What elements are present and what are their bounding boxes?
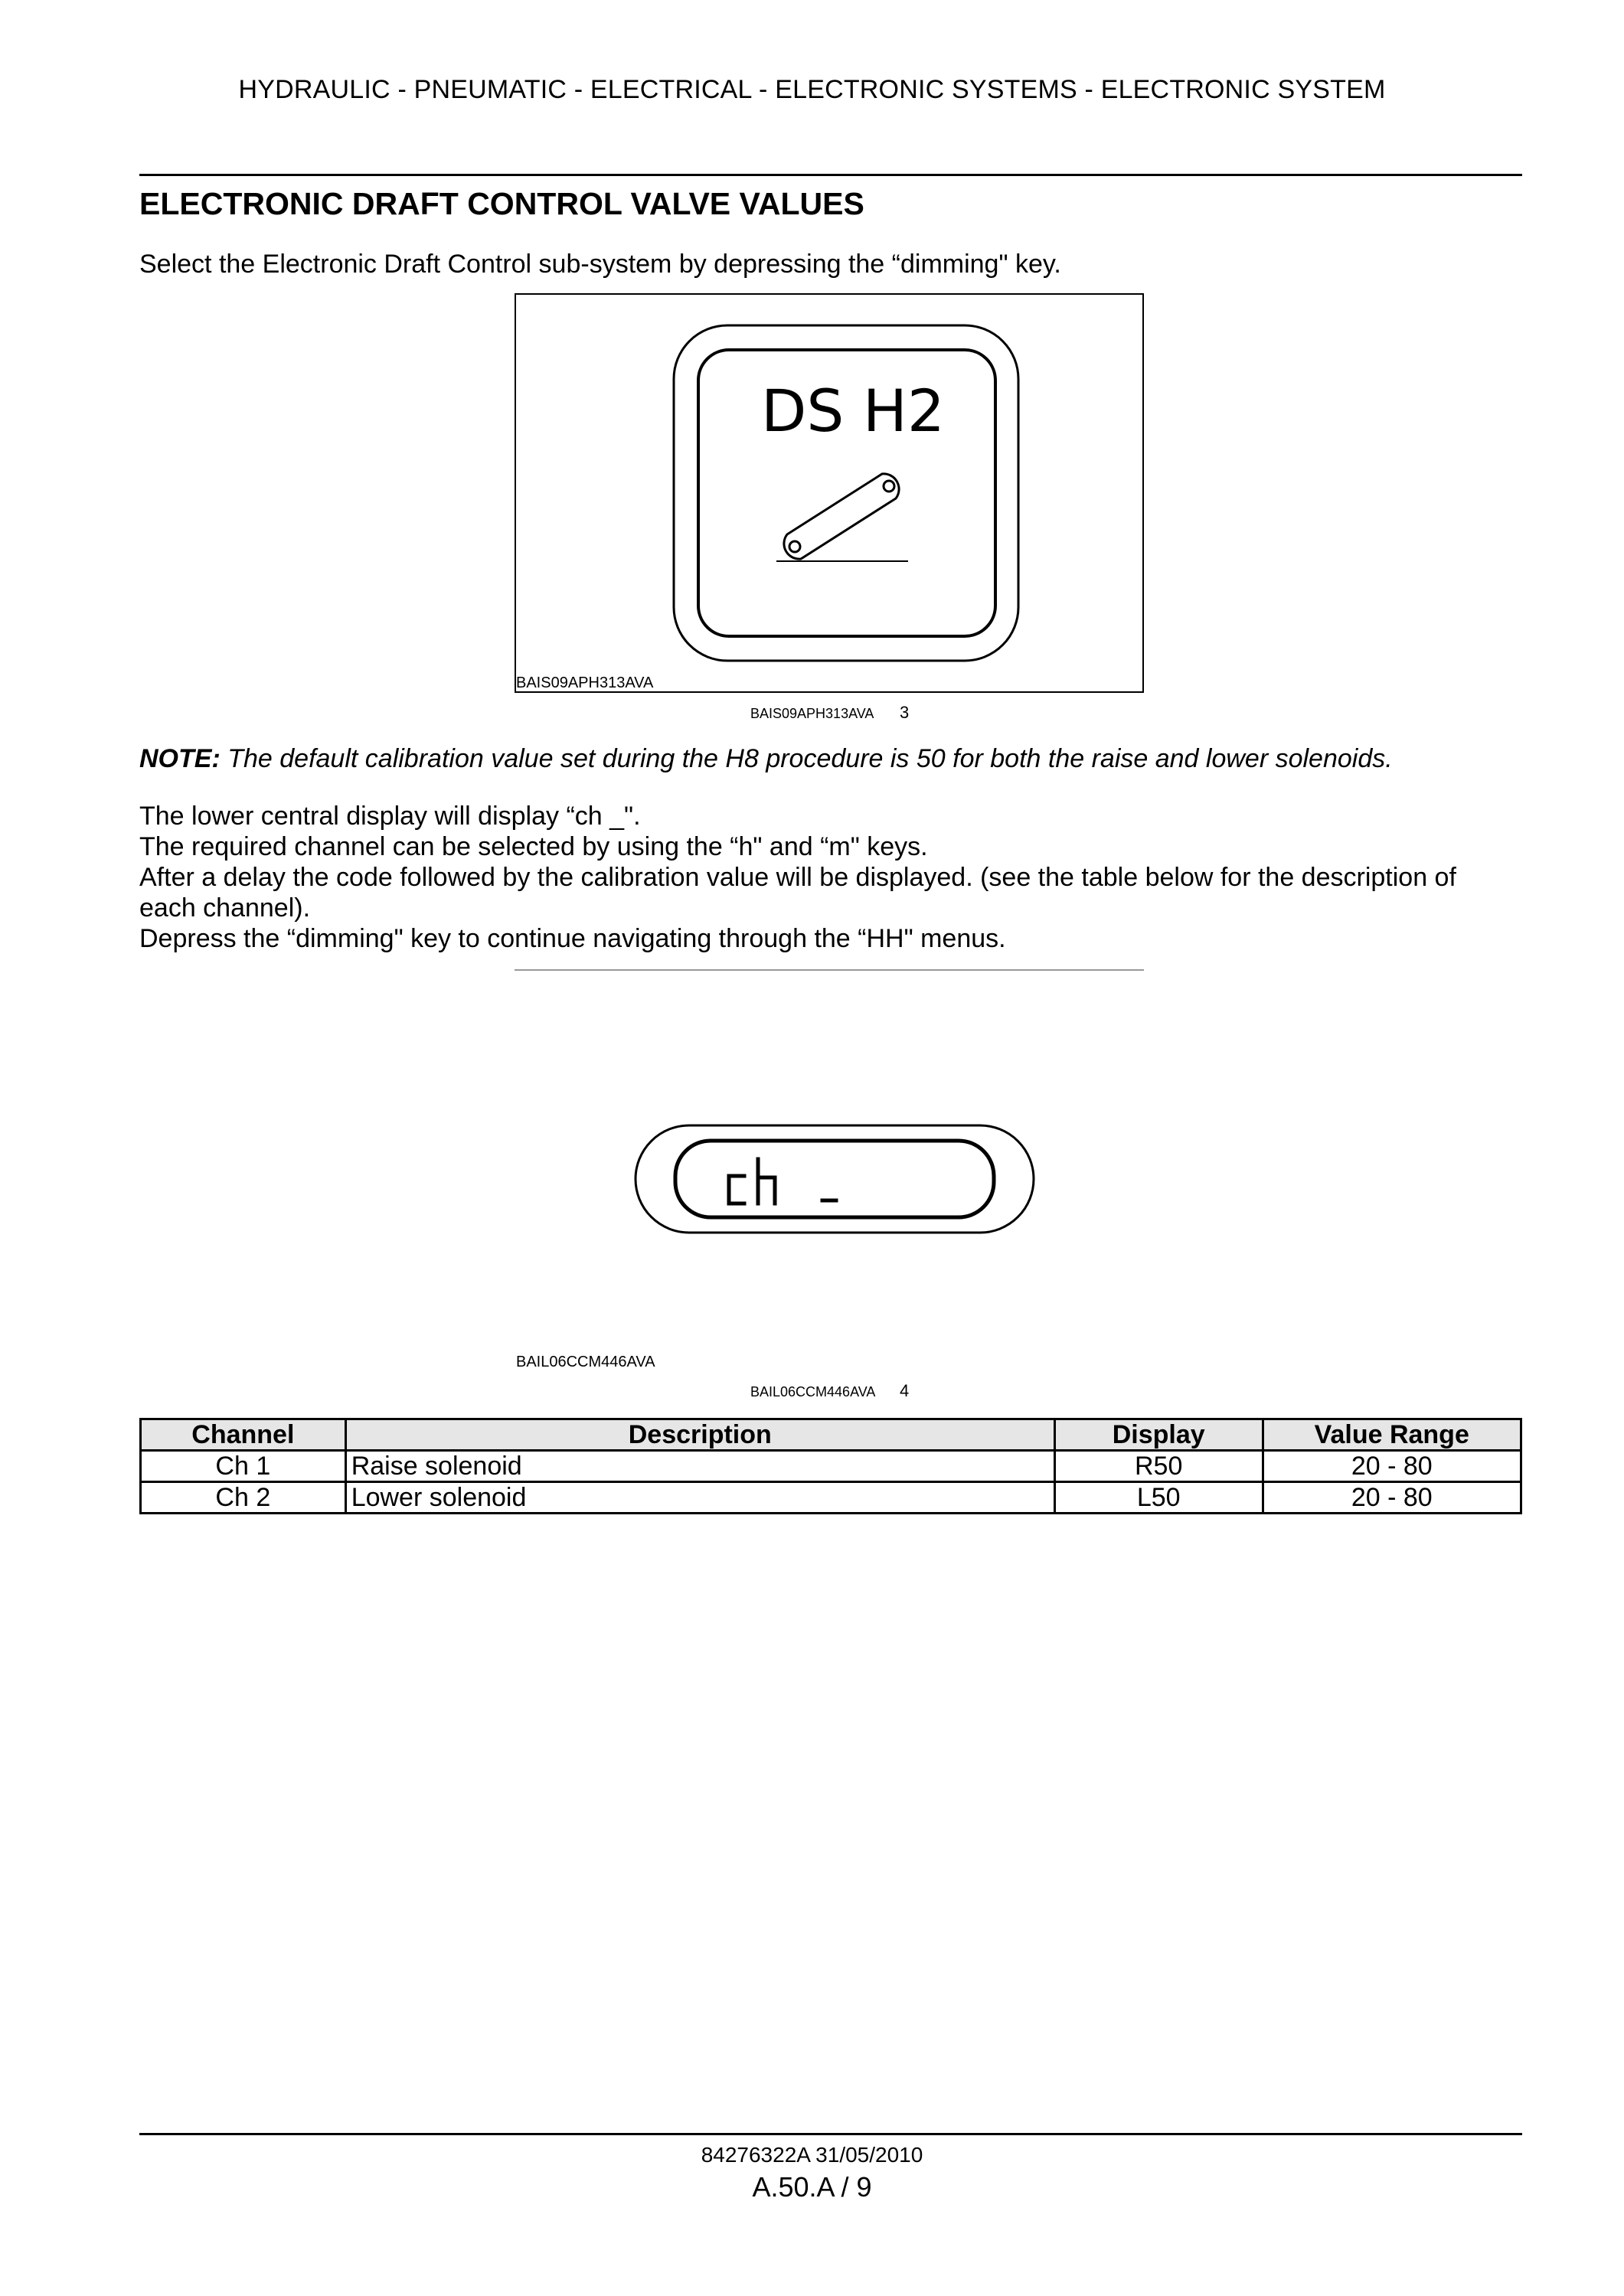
figure-4-lower-display — [628, 1110, 1041, 1252]
header-channel: Channel — [141, 1419, 346, 1451]
body-line: each channel). — [139, 893, 311, 923]
figure-4-code: BAIL06CCM446AVA — [516, 1354, 655, 1370]
body-line: After a delay the code followed by the calibration value will be displayed. (see the table below for the description of — [139, 863, 1456, 892]
running-header: HYDRAULIC - PNEUMATIC - ELECTRICAL - ELECTRONIC SYSTEMS - ELECTRONIC SYSTEM — [238, 75, 1386, 104]
table-row — [141, 1482, 1521, 1514]
body-line: Depress the “dimming" key to continue navigating through the “HH" menus. — [139, 924, 1006, 953]
cell-value-range: 20 - 80 — [1263, 1482, 1521, 1514]
header-display: Display — [1054, 1419, 1263, 1451]
intro-text: Select the Electronic Draft Control sub-system by depressing the “dimming" key. — [139, 250, 1061, 279]
table-row — [141, 1451, 1521, 1482]
figure-4-number: 4 — [900, 1381, 910, 1400]
figure-3-caption: BAIS09APH313AVA — [750, 706, 874, 721]
bottom-divider — [139, 2133, 1522, 2135]
cell-description: Raise solenoid — [345, 1451, 1054, 1482]
cell-value-range: 20 - 80 — [1263, 1451, 1521, 1482]
body-line: The lower central display will display “ch _". — [139, 802, 641, 831]
display-readout: DS H2 — [761, 377, 945, 445]
figure-4-caption: BAIL06CCM446AVA — [750, 1384, 876, 1399]
section-title: ELECTRONIC DRAFT CONTROL VALVE VALUES — [139, 186, 864, 221]
top-divider — [139, 174, 1522, 176]
figure-3-display-panel — [515, 293, 1144, 693]
cell-description: Lower solenoid — [345, 1482, 1054, 1514]
cell-display: L50 — [1054, 1482, 1263, 1514]
header-description: Description — [345, 1419, 1054, 1451]
header-value-range: Value Range — [1263, 1419, 1521, 1451]
note-text: The default calibration value set during the H8 procedure is 50 for both the raise and lower solenoids. — [220, 744, 1393, 773]
cell-display: R50 — [1054, 1451, 1263, 1482]
figure-3-code: BAIS09APH313AVA — [516, 674, 654, 691]
cell-channel: Ch 2 — [141, 1482, 346, 1514]
document-id: 84276322A 31/05/2010 — [701, 2143, 923, 2167]
valve-values-table — [139, 1418, 1522, 1514]
figure-3-number: 3 — [900, 703, 910, 722]
table-header-row — [141, 1419, 1521, 1451]
hitch-lever-icon — [776, 474, 908, 561]
segment-display-ch — [729, 1159, 836, 1204]
figure-divider — [515, 969, 1144, 971]
note-label: NOTE: — [139, 744, 221, 773]
note — [139, 744, 1393, 774]
page-number: A.50.A / 9 — [752, 2171, 872, 2203]
cell-channel: Ch 1 — [141, 1451, 346, 1482]
body-line: The required channel can be selected by using the “h" and “m" keys. — [139, 832, 928, 861]
